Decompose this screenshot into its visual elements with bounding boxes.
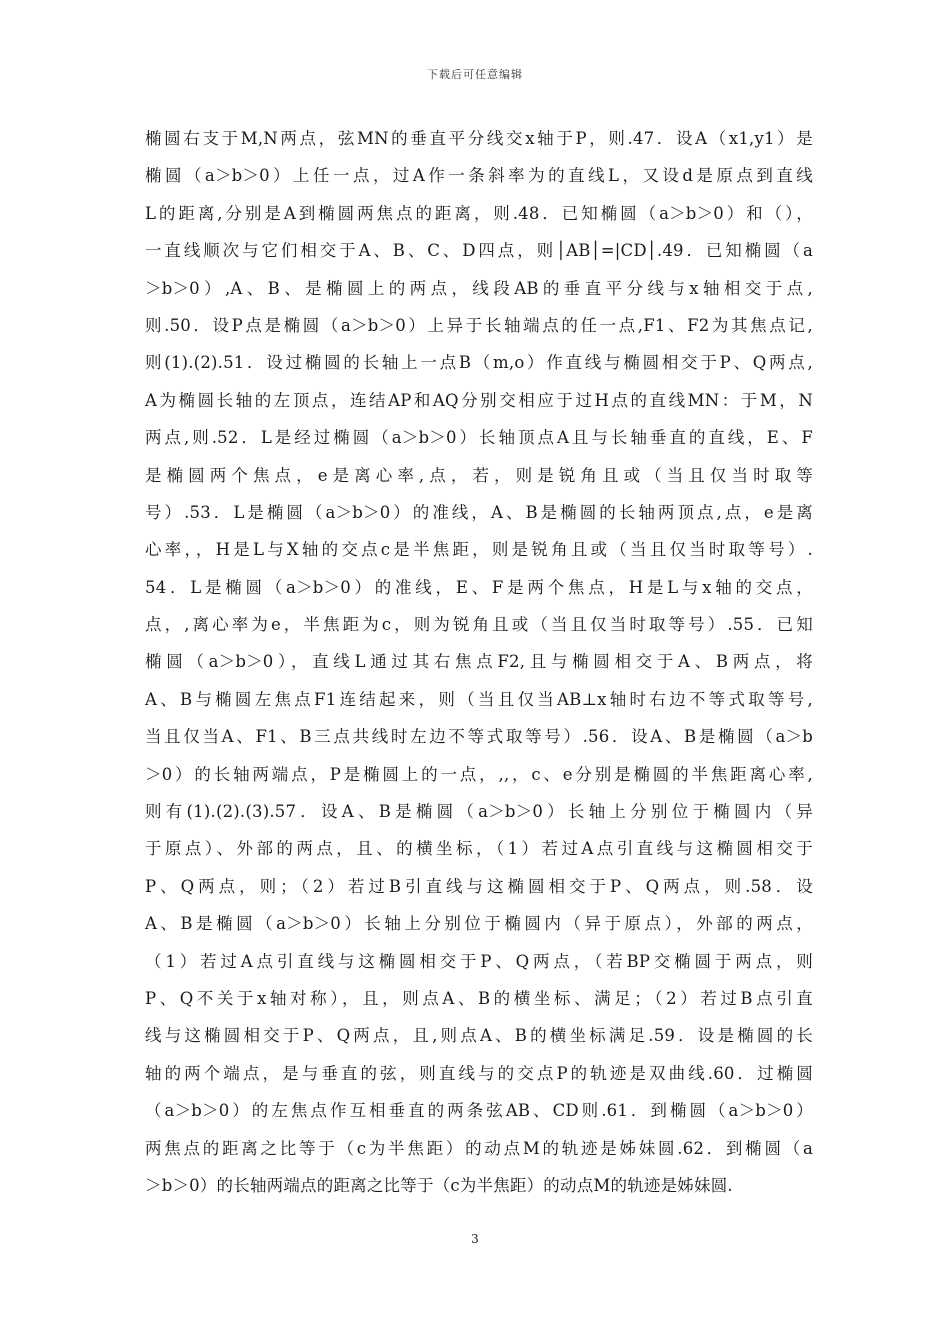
- text-line: 轴的两个端点，是与垂直的弦，则直线与的交点P的轨迹是双曲线.60．过椭圆: [145, 1063, 813, 1083]
- text-line: ＞b＞0）,A、B、是椭圆上的两点，线段AB的垂直平分线与x轴相交于点,: [145, 278, 813, 298]
- text-line: 是椭圆两个焦点，e是离心率,点，若，则是锐角且或（当且仅当时取等: [145, 465, 813, 485]
- text-line: 于原点）、外部的两点，且、的横坐标，（1）若过A点引直线与这椭圆相交于: [145, 839, 813, 859]
- page-header: 下载后可任意编辑: [427, 68, 523, 81]
- text-line: 心率，，H是L与X轴的交点c是半焦距，则是锐角且或（当且仅当时取等号）.: [145, 540, 813, 560]
- text-line: 54．L是椭圆（a＞b＞0）的准线，E、F是两个焦点，H是L与x轴的交点，: [145, 577, 813, 597]
- text-line: A为椭圆长轴的左顶点，连结AP和AQ分别交相应于过H点的直线MN：于M，N: [145, 390, 813, 410]
- text-line: 两焦点的距离之比等于（c为半焦距）的动点M的轨迹是姊妹圆.62．到椭圆（a: [145, 1138, 813, 1158]
- text-line: 则.50．设P点是椭圆（a＞b＞0）上异于长轴端点的任一点,F1、F2为其焦点记,: [145, 315, 813, 335]
- text-line: 号）.53．L是椭圆（a＞b＞0）的准线，A、B是椭圆的长轴两顶点,点，e是离: [145, 502, 813, 522]
- text-line: 则有(1).(2).(3).57．设A、B是椭圆（a＞b＞0）长轴上分别位于椭圆内（异: [145, 802, 813, 822]
- text-line: P、Q不关于x轴对称），且，则点A、B的横坐标、满足；（2）若过B点引直: [145, 988, 813, 1008]
- document-body: [145, 120, 813, 1204]
- text-line: A、B与椭圆左焦点F1连结起来，则（当且仅当AB⊥x轴时右边不等式取等号,: [145, 689, 813, 709]
- text-line: A、B是椭圆（a＞b＞0）长轴上分别位于椭圆内（异于原点），外部的两点，: [145, 914, 813, 934]
- text-line: 线与这椭圆相交于P、Q两点，且,则点A、B的横坐标满足.59．设是椭圆的长: [145, 1026, 813, 1046]
- text-line: 点，,离心率为e，半焦距为c，则为锐角且或（当且仅当时取等号）.55．已知: [145, 615, 813, 635]
- text-line: P、Q两点，则；（2）若过B引直线与这椭圆相交于P、Q两点，则.58．设: [145, 876, 813, 896]
- text-line: L的距离,分别是A到椭圆两焦点的距离，则.48．已知椭圆（a＞b＞0）和（），: [145, 203, 813, 223]
- text-line: ＞b＞0）的长轴两端点的距离之比等于（c为半焦距）的动点M的轨迹是姊妹圆.: [145, 1175, 733, 1195]
- text-line: 则(1).(2).51．设过椭圆的长轴上一点B（m,o）作直线与椭圆相交于P、Q两点,: [145, 353, 813, 373]
- text-line: 椭圆（a＞b＞0），直线L通过其右焦点F2,且与椭圆相交于A、B两点，将: [145, 652, 813, 672]
- text-line: 两点,则.52．L是经过椭圆（a＞b＞0）长轴顶点A且与长轴垂直的直线，E、F: [145, 428, 813, 448]
- text-line: 椭圆右支于M,N两点，弦MN的垂直平分线交x轴于P，则.47．设A（x1,y1）是: [145, 129, 813, 148]
- page-number: 3: [471, 1232, 479, 1246]
- text-line: （1）若过A点引直线与这椭圆相交于P、Q两点，（若BP交椭圆于两点，则: [145, 951, 813, 971]
- text-line: 椭圆（a＞b＞0）上任一点，过A作一条斜率为的直线L，又设d是原点到直线: [145, 166, 813, 186]
- text-line: （a＞b＞0）的左焦点作互相垂直的两条弦AB、CD则.61．到椭圆（a＞b＞0）: [145, 1101, 813, 1121]
- text-line: 一直线顺次与它们相交于A、B、C、D四点，则│AB│=|CD│.49．已知椭圆（a: [145, 241, 813, 261]
- text-line: 当且仅当A、F1、B三点共线时左边不等式取等号）.56．设A、B是椭圆（a＞b: [145, 727, 813, 747]
- text-line: ＞0）的长轴两端点，P是椭圆上的一点，,,，c、e分别是椭圆的半焦距离心率,: [145, 764, 813, 784]
